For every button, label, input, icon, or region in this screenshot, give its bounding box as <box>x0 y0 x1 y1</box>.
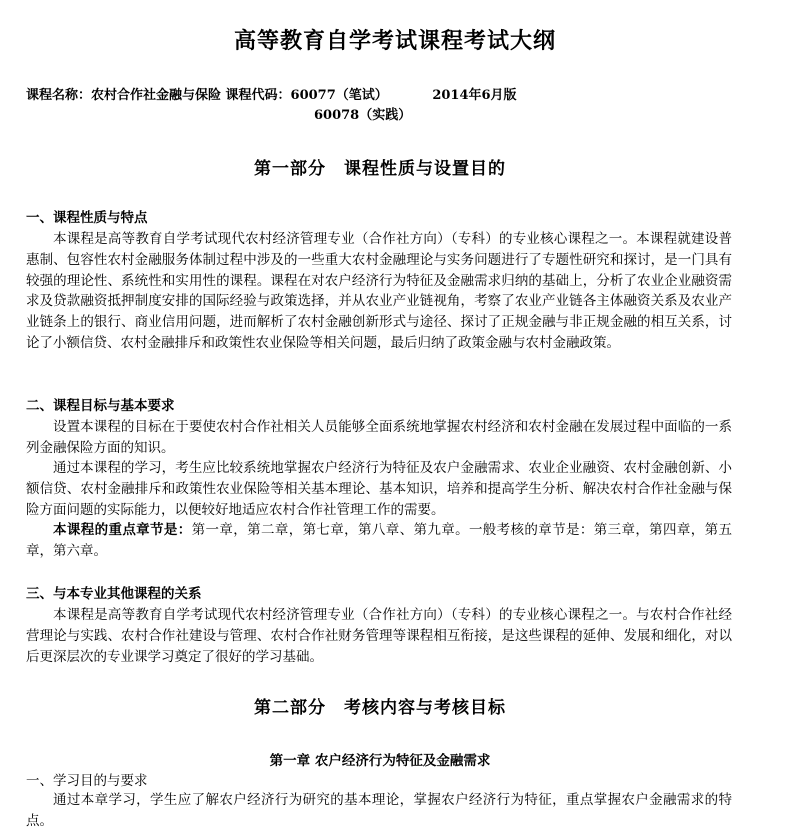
course-code-practice: 60078（实践） <box>314 108 412 123</box>
section2-paragraph2: 通过本课程的学习，考生应比较系统地掌握农户经济行为特征及农户金融需求、农业企业融资、农村金融创新、小额信贷、农村金融排斥和政策性农业保险等相关基本理论、基本知识，培养和提高学生分析、解决农村合作社金融与保险方面问题的实际能力，以便较好地适应农村合作社管理工作的需要。 <box>26 460 732 518</box>
section3-heading: 三、与本专业其他课程的关系 <box>26 586 202 602</box>
part1-heading: 第一部分 课程性质与设置目的 <box>254 159 506 179</box>
chapter1-heading: 第一章 农户经济行为特征及金融需求 <box>269 753 491 769</box>
key-chapters-lead: 本课程的重点章节是： <box>53 522 192 538</box>
section3-paragraph: 本课程是高等教育自学考试现代农村经济管理专业（合作社方向）（专科）的专业核心课程之一。与农村合作社经营理论与实践、农村合作社建设与管理、农村合作社财务管理等课程相互衔接，是这些课程的延伸、发展和细化，对以后更深层次的专业课学习奠定了很好的学习基础。 <box>26 607 732 665</box>
document-title: 高等教育自学考试课程考试大纲 <box>233 28 556 54</box>
course-version: 2014年6月版 <box>432 88 517 103</box>
course-code-written: 课程代码：60077（笔试） <box>225 88 388 103</box>
section2-paragraph3 <box>26 520 732 562</box>
section2-heading: 二、课程目标与基本要求 <box>26 398 175 414</box>
course-name: 课程名称：农村合作社金融与保险 <box>26 88 222 103</box>
section1-paragraph: 本课程是高等教育自学考试现代农村经济管理专业（合作社方向）（专科）的专业核心课程之一。本课程就建设普惠制、包容性农村金融服务体制过程中涉及的一些重大农村金融理论与实务问题进行了专题性研究和探讨，是一门具有较强的理论性、系统性和实用性的课程。课程在对农户经济行为特征及金融需求归纳的基础上，分析了农业企业融资需求及贷款融资抵押制度安排的国际经验与政策选择，并从农业产业链视角，考察了农业产业链各主体融资关系及农业产业链条上的银行、商业信用问题，进而解析了农村金融创新形式与途径、探讨了正规金融与非正规金融的相互关系，讨论了小额信贷、农村金融排斥和政策性农业保险等相关问题，最后归纳了政策金融与农村金融政策。 <box>26 231 732 351</box>
chapter1-subheading: 一、学习目的与要求 <box>26 773 148 789</box>
part2-heading: 第二部分 考核内容与考核目标 <box>254 698 506 718</box>
chapter1-paragraph: 通过本章学习，学生应了解农户经济行为研究的基本理论，掌握农户经济行为特征，重点掌握农户金融需求的特点。 <box>26 792 732 829</box>
course-meta-line <box>26 84 517 103</box>
section2-paragraph1: 设置本课程的目标在于要使农村合作社相关人员能够全面系统地掌握农村经济和农村金融在发展过程中面临的一系列金融保险方面的知识。 <box>26 419 732 456</box>
key-chapters-text: 第一章，第二章，第七章，第八章、第九章。一般考核的章节是：第三章，第四章，第五章，第六章。 <box>26 522 733 559</box>
section1-heading: 一、课程性质与特点 <box>26 210 148 226</box>
